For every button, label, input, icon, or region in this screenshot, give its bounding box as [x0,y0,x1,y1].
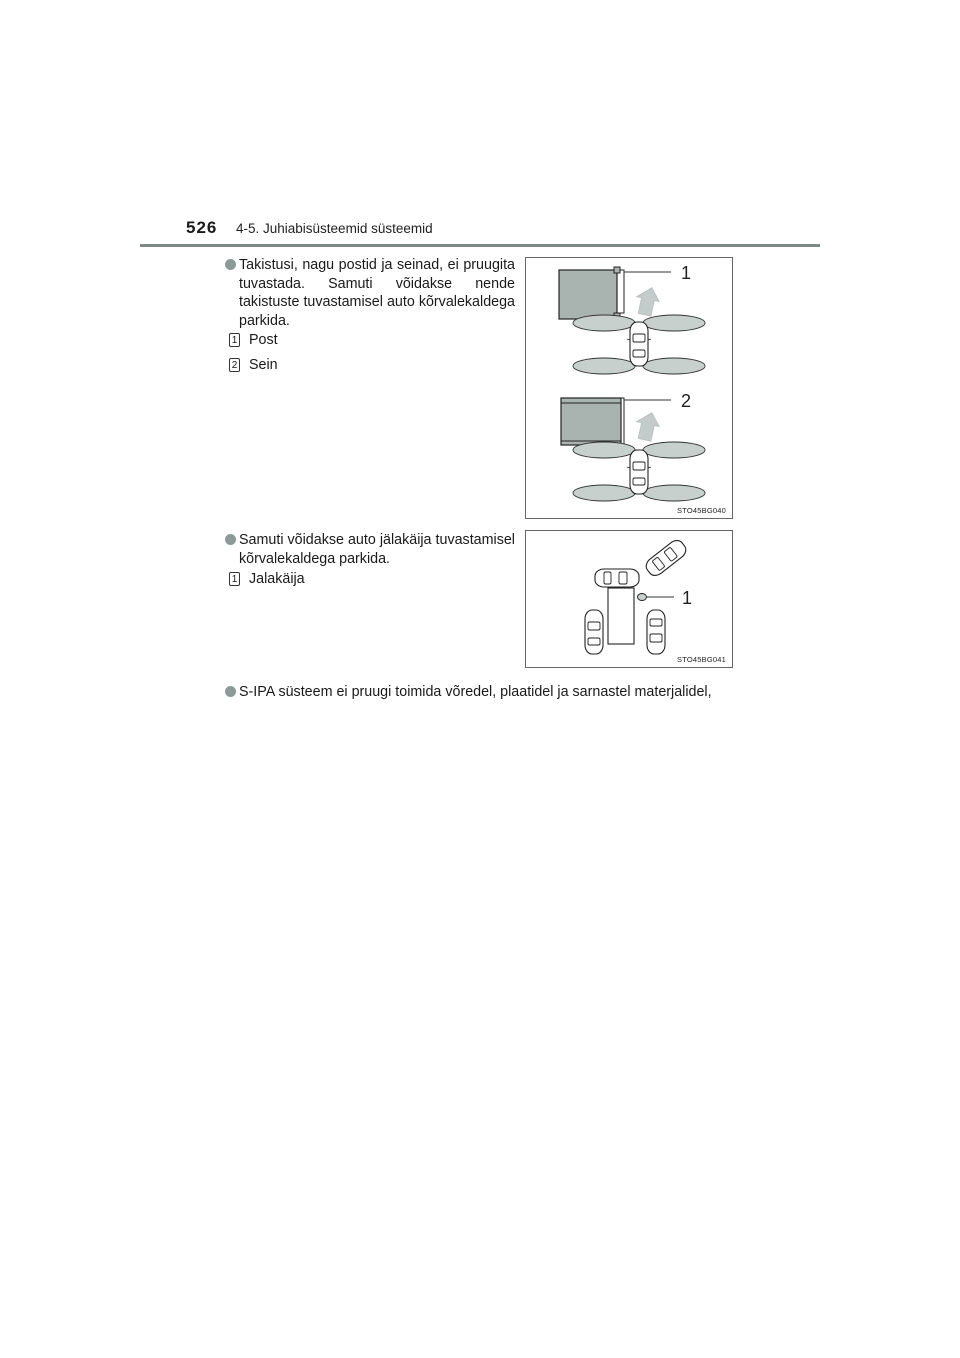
paragraph-pedestrian [225,531,515,568]
parking-slot [608,588,634,644]
item-number: 2 [229,358,240,372]
item-label: Post [249,332,278,348]
paragraph-materials [225,683,712,702]
post-marker [614,267,620,273]
own-car-icon [595,569,639,587]
figure-code: STO45BG040 [677,506,726,515]
bullet-icon [225,531,237,549]
figure-callout: 1 [681,263,692,283]
item-label: Jalakäija [249,571,305,587]
item-number: 1 [229,333,240,347]
figure-obstacles-illustration [526,258,732,518]
obstacle-block [559,270,617,319]
car-icon [627,322,651,366]
figure-callout: 1 [682,588,693,608]
figure-pedestrian-illustration [526,531,732,667]
paragraph-text: Samuti võidakse auto jälakäija tuvastamisel kõrvalekaldega parkida. [239,532,515,567]
section-title: 4-5. Juhiabisüsteemid süsteemid [236,221,433,236]
figure-pedestrian [525,530,733,668]
figure-obstacles [525,257,733,519]
parked-car-icon [585,610,603,654]
page-number: 526 [186,218,218,237]
list-item [229,355,278,375]
paragraph-obstacles [225,256,515,330]
parked-car-icon [647,610,665,654]
other-car-icon [643,537,689,578]
item-number: 1 [229,572,240,586]
paragraph-text: S-IPA süsteem ei pruugi toimida võredel, plaatidel ja sarnastel materjalidel, [239,684,712,700]
list-item [229,569,305,589]
item-label: Sein [249,357,278,373]
wall-block [561,398,621,445]
list-item [229,330,278,350]
bullet-icon [225,683,237,701]
bullet-icon [225,256,237,274]
figure-code: STO45BG041 [677,655,726,664]
pedestrian-icon [638,594,647,601]
direction-arrow-icon [633,410,661,442]
paragraph-text: Takistusi, nagu postid ja seinad, ei pruugita tuvastada. Samuti võidakse nende takistuste tuvastamisel auto kõrvalekaldega parkida. [239,257,515,329]
direction-arrow-icon [633,285,661,317]
header-rule [140,244,820,247]
car-icon [627,450,651,494]
figure-callout: 2 [681,391,692,411]
